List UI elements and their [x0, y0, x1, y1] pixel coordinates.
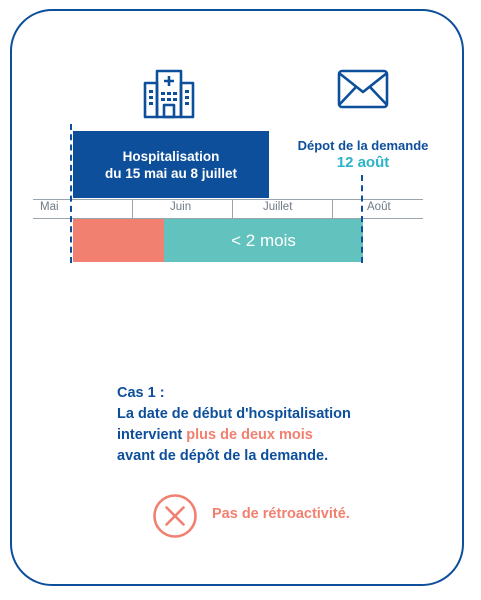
under-two-months-bar: [164, 219, 363, 262]
case-line-3: avant de dépôt de la demande.: [117, 448, 329, 464]
hospitalisation-box: [73, 131, 269, 198]
depot-date-marker: [361, 175, 363, 263]
period-label: < 2 mois: [231, 230, 296, 250]
timeline-axis-top: [33, 199, 423, 200]
case-highlight: plus de deux mois: [186, 427, 313, 443]
depot-date: 12 août: [336, 154, 390, 171]
case-line-2-prefix: intervient: [117, 427, 187, 443]
axis-tick: [232, 199, 233, 218]
month-august: Août: [367, 201, 391, 213]
axis-tick: [332, 199, 333, 218]
no-retroactivity-label: Pas de rétroactivité.: [212, 506, 350, 522]
hospitalisation-dates: du 15 mai au 8 juillet: [104, 165, 238, 181]
hospitalisation-title: Hospitalisation: [122, 148, 220, 164]
axis-tick: [132, 199, 133, 218]
cross-circle-icon: [152, 493, 198, 539]
depot-label: [288, 137, 438, 171]
case-line-1: La date de début d'hospitalisation: [117, 406, 351, 422]
case-description: [117, 383, 417, 467]
start-date-marker: [70, 124, 72, 263]
depot-title: Dépot de la demande: [297, 138, 429, 153]
case-title: Cas 1 :: [117, 385, 165, 401]
over-two-months-bar: [73, 219, 164, 262]
month-june: Juin: [170, 201, 192, 213]
month-may: Mai: [40, 201, 59, 213]
hospital-icon: [142, 68, 196, 120]
case-line-2: [117, 425, 417, 446]
month-july: Juillet: [263, 201, 293, 213]
case-card: [10, 9, 464, 586]
envelope-icon: [336, 68, 390, 110]
